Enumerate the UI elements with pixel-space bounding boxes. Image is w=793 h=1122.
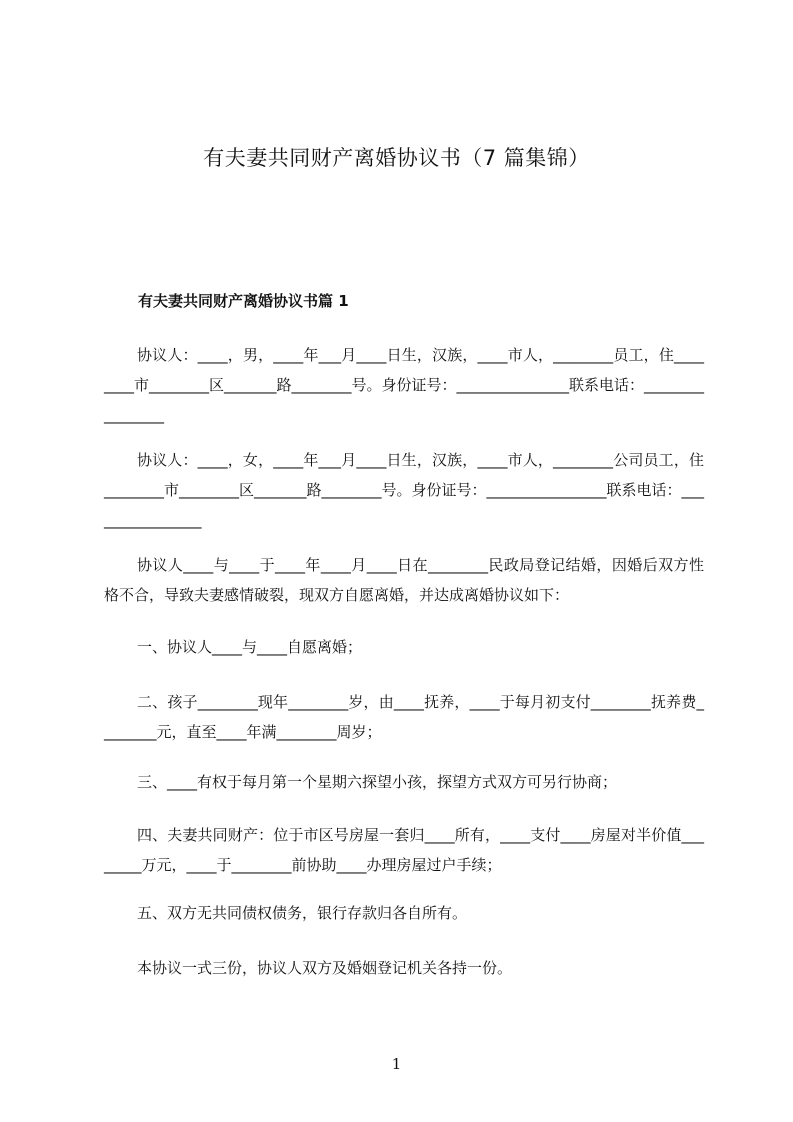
closing-copies-statement: 本协议一式三份，协议人双方及婚姻登记机关各持一份。 (137, 959, 513, 977)
clause-3-visitation: 三、____有权于每月第一个星期六探望小孩，探望方式双方可另行协商； (137, 773, 618, 791)
paragraph-female-party-info: 协议人：____，女，____年___月____日生，汉族，____市人，________公司员工，住________市________区_______路________号。身份证号：________________联系电话：________________ (104, 451, 705, 529)
document-title: 有夫妻共同财产离婚协议书（7 篇集锦） (203, 146, 590, 170)
clause-5-debts: 五、双方无共同债权债务，银行存款归各自所有。 (137, 904, 468, 922)
paragraph-marriage-background: 协议人____与____于____年____月____日在________民政局登记结婚，因婚后双方性格不合，导致夫妻感情破裂，现双方自愿离婚，并达成离婚协议如下： (104, 556, 704, 604)
clause-1-divorce: 一、协议人____与____自愿离婚； (137, 638, 363, 656)
section-heading: 有夫妻共同财产离婚协议书篇 1 (138, 292, 349, 310)
clause-2-child-custody: 二、孩子________现年________岁，由____抚养，____于每月初支付________抚养费________元，直至____年满________周岁； (104, 693, 704, 741)
clause-4-property: 四、夫妻共同财产：位于市区号房屋一套归____所有，____支付____房屋对半价值________万元，____于________前协助____办理房屋过户手续； (104, 826, 704, 874)
page-number: 1 (391, 1055, 402, 1073)
paragraph-male-party-info: 协议人：____，男，____年___月____日生，汉族，____市人，________员工，住________市________区_______路________号。身份证号：_______________联系电话：________________ (104, 346, 705, 424)
